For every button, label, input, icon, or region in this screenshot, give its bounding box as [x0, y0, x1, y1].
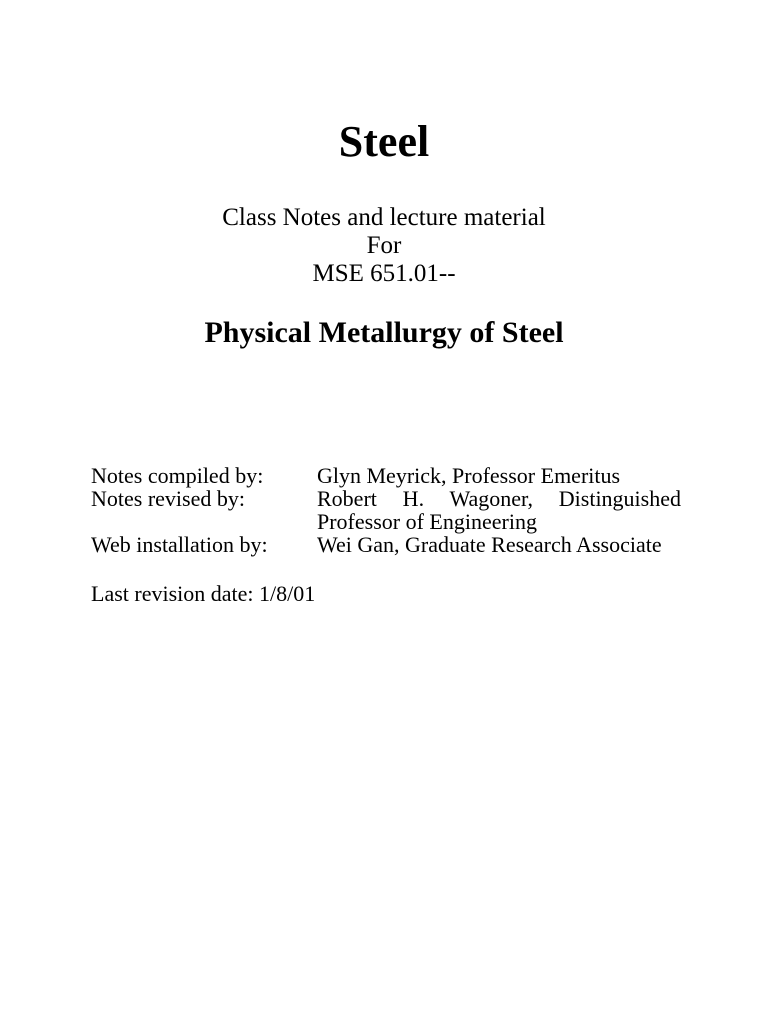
credit-value: Glyn Meyrick, Professor Emeritus — [317, 463, 621, 488]
credits-list — [91, 464, 681, 556]
credit-label: Web installation by: — [91, 532, 268, 557]
subtitle-line-2: For — [366, 232, 402, 259]
revision-date: Last revision date: 1/8/01 — [91, 581, 316, 606]
credit-value: Wei Gan, Graduate Research Associate — [317, 532, 662, 557]
credit-row-web — [91, 533, 681, 556]
page-title: Steel — [338, 117, 430, 166]
subtitle-line-1: Class Notes and lecture material — [222, 204, 546, 231]
subtitle-line-3: MSE 651.01-- — [312, 260, 456, 287]
credit-row-compiled — [91, 464, 681, 487]
credit-value: Robert H. Wagoner, Distinguished Professor of Engineering — [317, 486, 681, 534]
credit-row-revised — [91, 487, 681, 533]
course-title: Physical Metallurgy of Steel — [204, 316, 564, 349]
credit-label: Notes revised by: — [91, 486, 245, 511]
credit-label: Notes compiled by: — [91, 463, 264, 488]
